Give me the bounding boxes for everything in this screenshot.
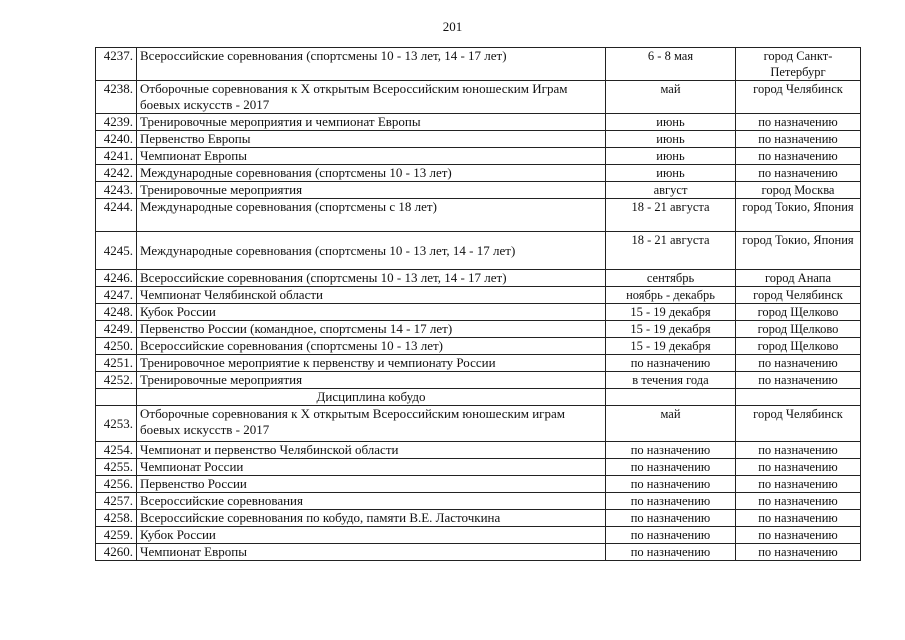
event-place: город Щелково bbox=[736, 338, 861, 355]
event-date: июнь bbox=[606, 114, 736, 131]
discipline-blank-cell bbox=[96, 389, 137, 406]
row-number: 4260. bbox=[96, 544, 137, 561]
event-place: по назначению bbox=[736, 148, 861, 165]
event-name: Отборочные соревнования к X открытым Всероссийским юношеским играм боевых искусств - 2017 bbox=[137, 406, 606, 442]
event-date: по назначению bbox=[606, 442, 736, 459]
table-row bbox=[96, 304, 861, 321]
event-place: по назначению bbox=[736, 165, 861, 182]
event-date: 15 - 19 декабря bbox=[606, 321, 736, 338]
event-date: 18 - 21 августа bbox=[606, 232, 736, 270]
event-name: Чемпионат и первенство Челябинской области bbox=[137, 442, 606, 459]
event-date: по назначению bbox=[606, 510, 736, 527]
event-place: город Челябинск bbox=[736, 287, 861, 304]
table-row bbox=[96, 232, 861, 270]
table-row bbox=[96, 199, 861, 232]
event-date: май bbox=[606, 406, 736, 442]
table-row bbox=[96, 114, 861, 131]
event-name: Первенство Европы bbox=[137, 131, 606, 148]
event-name: Кубок России bbox=[137, 304, 606, 321]
row-number: 4250. bbox=[96, 338, 137, 355]
table-row bbox=[96, 372, 861, 389]
row-number: 4246. bbox=[96, 270, 137, 287]
row-number: 4239. bbox=[96, 114, 137, 131]
event-place: по назначению bbox=[736, 131, 861, 148]
table-row bbox=[96, 287, 861, 304]
row-number: 4237. bbox=[96, 48, 137, 81]
row-number: 4240. bbox=[96, 131, 137, 148]
table-row bbox=[96, 165, 861, 182]
table-row bbox=[96, 493, 861, 510]
event-place: по назначению bbox=[736, 527, 861, 544]
table-row bbox=[96, 476, 861, 493]
event-place: по назначению bbox=[736, 114, 861, 131]
event-place: город Токио, Япония bbox=[736, 199, 861, 232]
row-number: 4258. bbox=[96, 510, 137, 527]
event-date: по назначению bbox=[606, 355, 736, 372]
table-row bbox=[96, 131, 861, 148]
event-date: по назначению bbox=[606, 459, 736, 476]
event-name: Тренировочные мероприятия bbox=[137, 182, 606, 199]
discipline-heading: Дисциплина кобудо bbox=[137, 389, 606, 406]
event-name: Тренировочные мероприятия bbox=[137, 372, 606, 389]
table-row bbox=[96, 321, 861, 338]
row-number: 4238. bbox=[96, 81, 137, 114]
discipline-row bbox=[96, 389, 861, 406]
event-date: в течения года bbox=[606, 372, 736, 389]
event-place: по назначению bbox=[736, 459, 861, 476]
table-row bbox=[96, 442, 861, 459]
table-row bbox=[96, 338, 861, 355]
row-number: 4242. bbox=[96, 165, 137, 182]
event-place: город Челябинск bbox=[736, 406, 861, 442]
row-number: 4255. bbox=[96, 459, 137, 476]
row-number: 4241. bbox=[96, 148, 137, 165]
event-date: по назначению bbox=[606, 527, 736, 544]
row-number: 4259. bbox=[96, 527, 137, 544]
event-name: Кубок России bbox=[137, 527, 606, 544]
event-name: Тренировочное мероприятие к первенству и чемпионату России bbox=[137, 355, 606, 372]
event-name: Чемпионат Челябинской области bbox=[137, 287, 606, 304]
event-place: город Щелково bbox=[736, 321, 861, 338]
event-name: Международные соревнования (спортсмены с 18 лет) bbox=[137, 199, 606, 232]
event-date: по назначению bbox=[606, 544, 736, 561]
table-row bbox=[96, 48, 861, 81]
event-date: сентябрь bbox=[606, 270, 736, 287]
discipline-blank-cell bbox=[606, 389, 736, 406]
event-place: по назначению bbox=[736, 372, 861, 389]
event-date: май bbox=[606, 81, 736, 114]
event-date: 15 - 19 декабря bbox=[606, 338, 736, 355]
table-row bbox=[96, 544, 861, 561]
row-number: 4252. bbox=[96, 372, 137, 389]
table-row bbox=[96, 182, 861, 199]
event-name: Всероссийские соревнования bbox=[137, 493, 606, 510]
row-number: 4253. bbox=[96, 406, 137, 442]
table-row bbox=[96, 270, 861, 287]
table-row bbox=[96, 355, 861, 372]
event-name: Всероссийские соревнования (спортсмены 10 - 13 лет, 14 - 17 лет) bbox=[137, 48, 606, 81]
row-number: 4248. bbox=[96, 304, 137, 321]
event-name: Первенство России (командное, спортсмены 14 - 17 лет) bbox=[137, 321, 606, 338]
event-name: Всероссийские соревнования (спортсмены 10 - 13 лет, 14 - 17 лет) bbox=[137, 270, 606, 287]
schedule-table bbox=[95, 47, 861, 561]
event-name: Всероссийские соревнования по кобудо, памяти В.Е. Ласточкина bbox=[137, 510, 606, 527]
event-place: по назначению bbox=[736, 442, 861, 459]
table-row bbox=[96, 81, 861, 114]
event-place: город Санкт-Петербург bbox=[736, 48, 861, 81]
row-number: 4254. bbox=[96, 442, 137, 459]
table-row bbox=[96, 527, 861, 544]
row-number: 4256. bbox=[96, 476, 137, 493]
page-number: 201 bbox=[442, 19, 463, 34]
discipline-blank-cell bbox=[736, 389, 861, 406]
event-date: по назначению bbox=[606, 476, 736, 493]
event-date: 6 - 8 мая bbox=[606, 48, 736, 81]
event-date: июнь bbox=[606, 148, 736, 165]
event-name: Первенство России bbox=[137, 476, 606, 493]
event-place: по назначению bbox=[736, 510, 861, 527]
event-name: Тренировочные мероприятия и чемпионат Европы bbox=[137, 114, 606, 131]
row-number: 4257. bbox=[96, 493, 137, 510]
event-name: Всероссийские соревнования (спортсмены 10 - 13 лет) bbox=[137, 338, 606, 355]
event-name: Международные соревнования (спортсмены 10 - 13 лет) bbox=[137, 165, 606, 182]
event-date: июнь bbox=[606, 131, 736, 148]
event-place: город Анапа bbox=[736, 270, 861, 287]
row-number: 4245. bbox=[96, 232, 137, 270]
table-row bbox=[96, 148, 861, 165]
event-name: Чемпионат Европы bbox=[137, 544, 606, 561]
row-number: 4244. bbox=[96, 199, 137, 232]
row-number: 4249. bbox=[96, 321, 137, 338]
table-row bbox=[96, 510, 861, 527]
event-place: город Щелково bbox=[736, 304, 861, 321]
event-place: город Москва bbox=[736, 182, 861, 199]
event-name: Чемпионат Европы bbox=[137, 148, 606, 165]
event-place: город Токио, Япония bbox=[736, 232, 861, 270]
event-place: город Челябинск bbox=[736, 81, 861, 114]
table-row bbox=[96, 459, 861, 476]
event-place: по назначению bbox=[736, 355, 861, 372]
event-date: ноябрь - декабрь bbox=[606, 287, 736, 304]
row-number: 4247. bbox=[96, 287, 137, 304]
event-name: Международные соревнования (спортсмены 10 - 13 лет, 14 - 17 лет) bbox=[137, 232, 606, 270]
event-date: по назначению bbox=[606, 493, 736, 510]
event-name: Чемпионат России bbox=[137, 459, 606, 476]
event-date: 18 - 21 августа bbox=[606, 199, 736, 232]
event-place: по назначению bbox=[736, 476, 861, 493]
row-number: 4243. bbox=[96, 182, 137, 199]
table-row bbox=[96, 406, 861, 442]
event-date: 15 - 19 декабря bbox=[606, 304, 736, 321]
event-date: июнь bbox=[606, 165, 736, 182]
event-place: по назначению bbox=[736, 493, 861, 510]
event-date: август bbox=[606, 182, 736, 199]
event-name: Отборочные соревнования к X открытым Всероссийским юношеским Играм боевых искусств - 2017 bbox=[137, 81, 606, 114]
event-place: по назначению bbox=[736, 544, 861, 561]
row-number: 4251. bbox=[96, 355, 137, 372]
